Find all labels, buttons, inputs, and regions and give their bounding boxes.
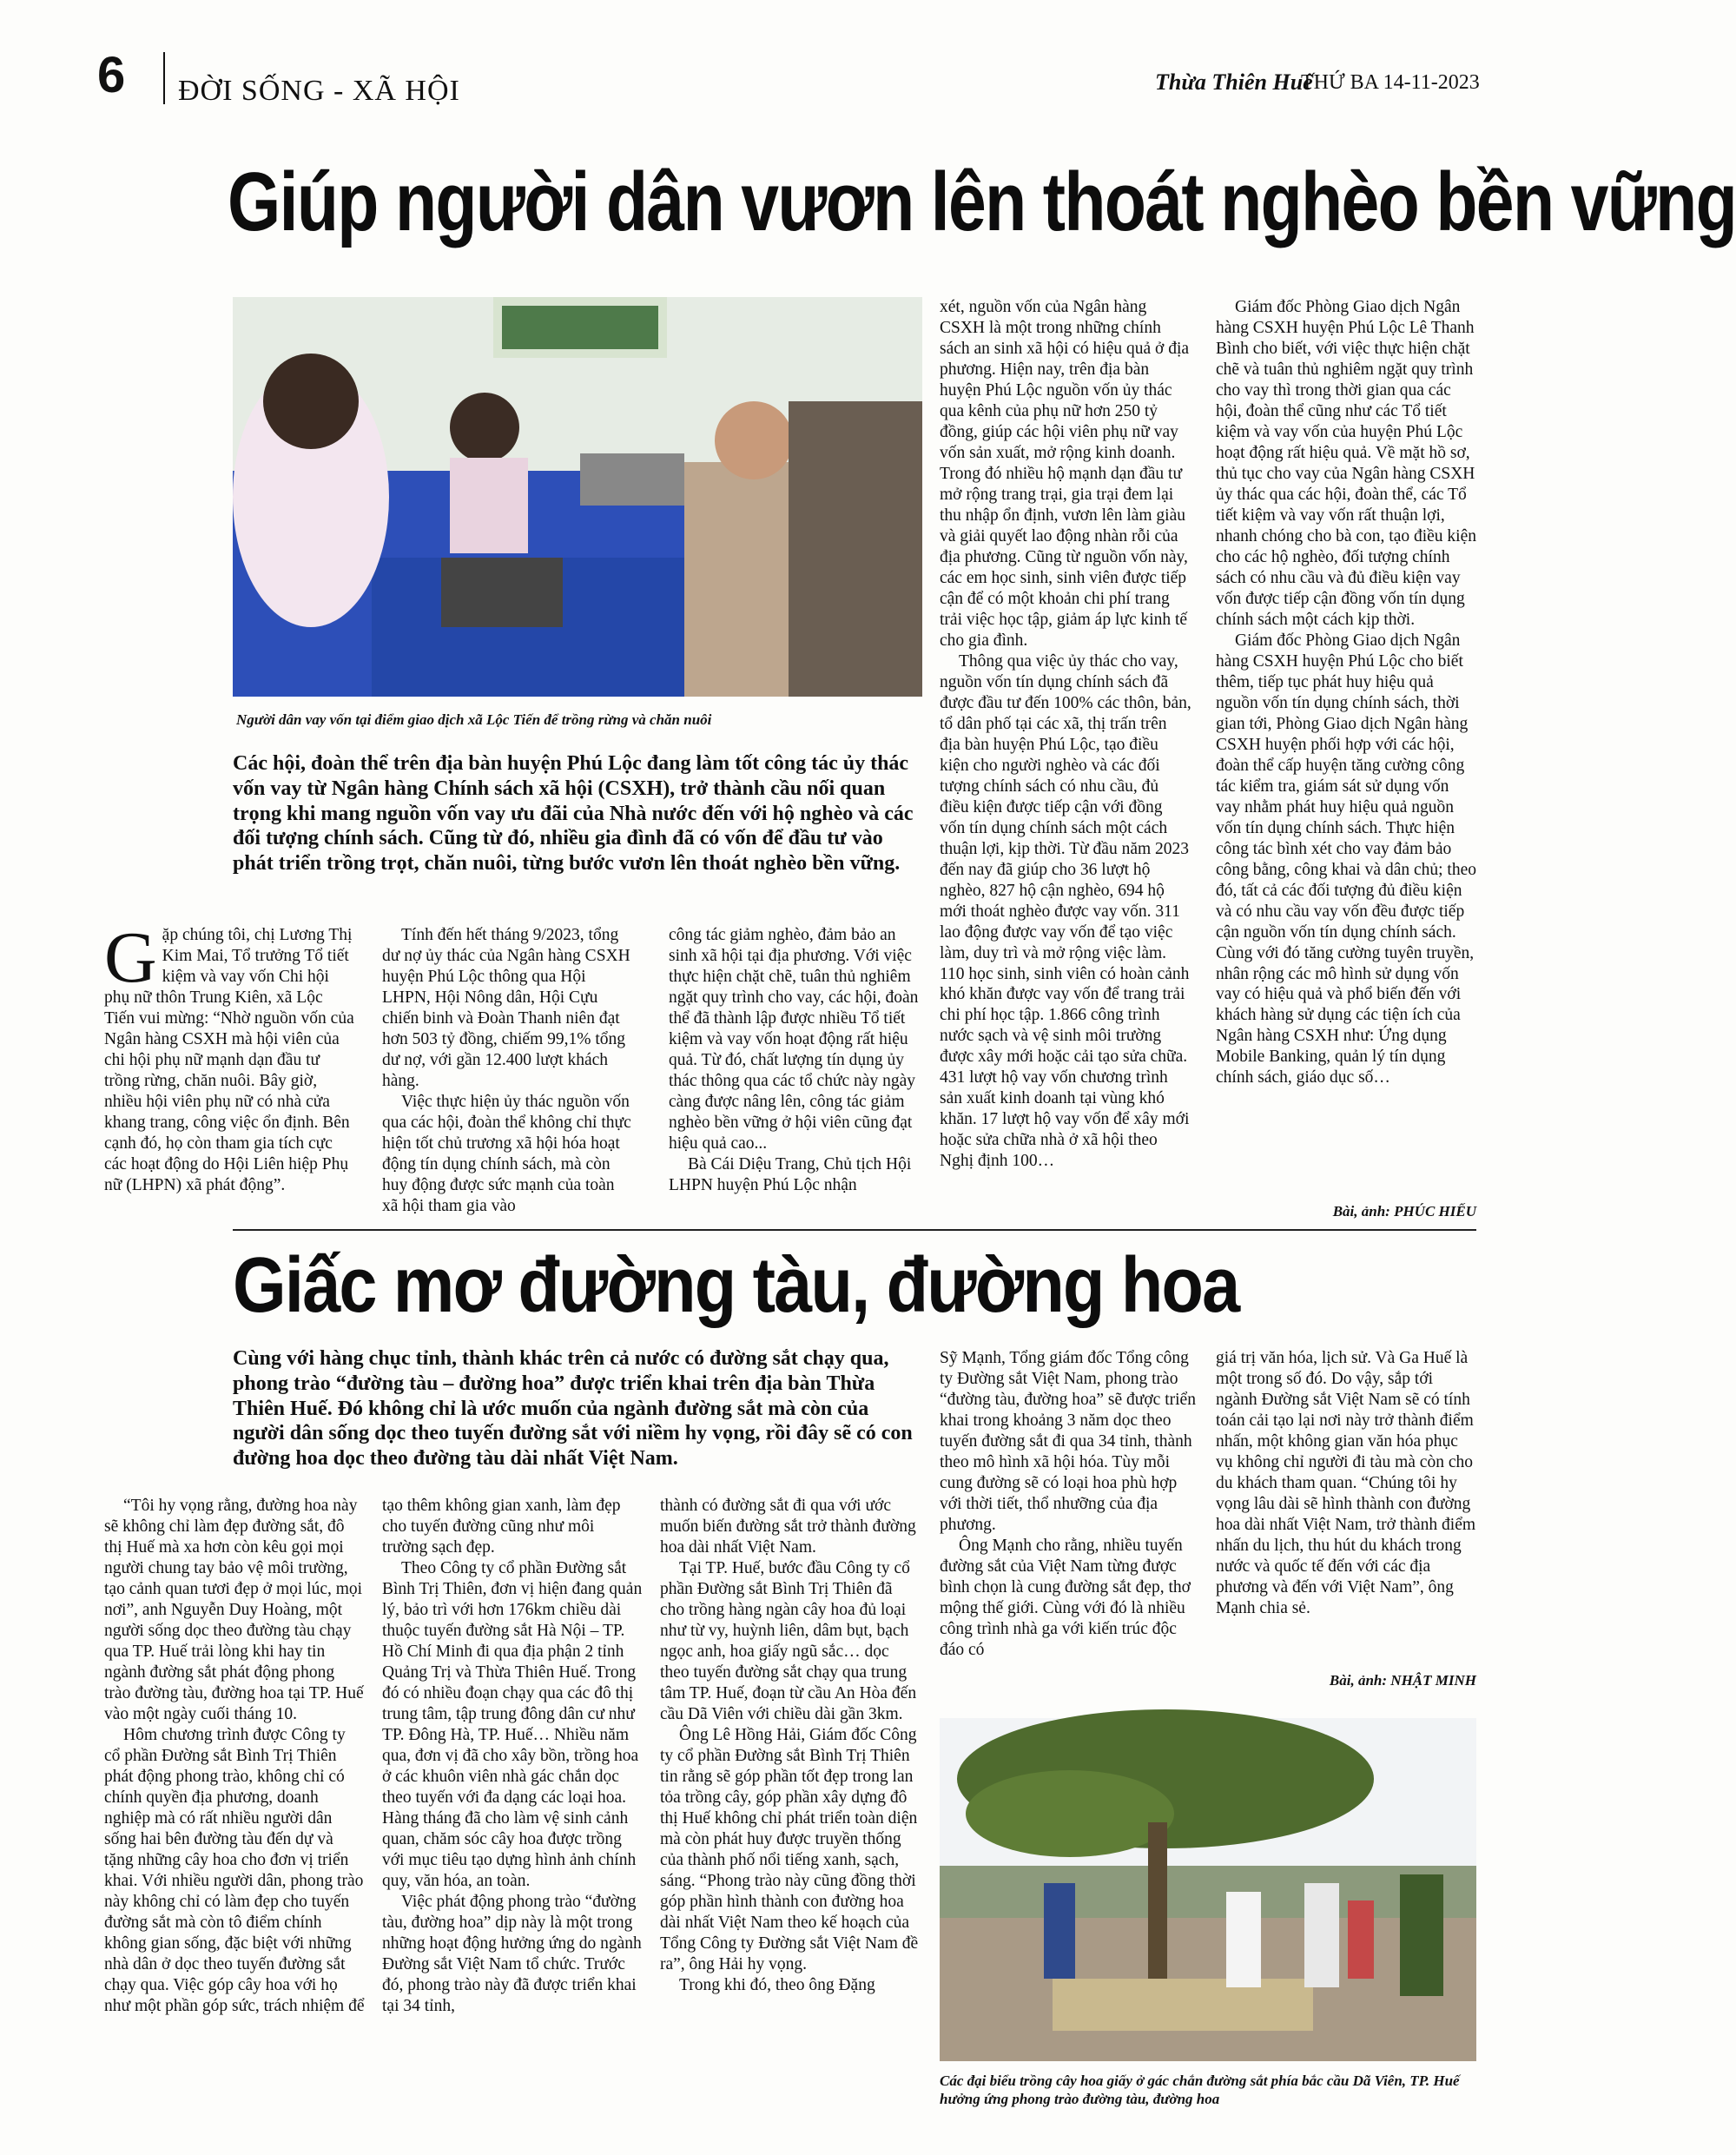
paragraph: công tác giảm nghèo, đảm bảo an sinh xã hội tại địa phương. Với việc thực hiện chặt chẽ, tuân thủ nghiêm ngặt quy trình cho vay, các hội, đoàn thể đã thành lập được nhiều Tổ tiết kiệm và vay vốn hoạt động rất hiệu quả. Từ đó, chất lượng tín dụng ủy thác thông qua các tổ chức này ngày càng được nâng lên, công tác giảm nghèo bền vững ở hội viên cũng đạt hiệu quả cao... bbox=[669, 926, 919, 1153]
paragraph: Tại TP. Huế, bước đầu Công ty cổ phần Đường sắt Bình Trị Thiên đã cho trồng hàng ngàn cây hoa đủ loại như từ vy, huỳnh liên, dâm bụt, bạch ngọc anh, hoa giấy ngũ sắc… dọc theo tuyến đường sắt chạy qua trung tâm TP. Huế, đoạn từ cầu An Hòa đến cầu Dã Viên với chiều dài gần 3km. bbox=[660, 1558, 917, 1723]
paragraph: Việc phát động phong trào “đường tàu, đường hoa” dịp này là một trong những hoạt động hưởng ứng do ngành Đường sắt Việt Nam tổ chức. Trước đó, phong trào này đã được triển khai tại 34 tỉnh, bbox=[382, 1892, 642, 2015]
page-number: 6 bbox=[97, 47, 126, 103]
article1-byline: Bài, ảnh: PHÚC HIẾU bbox=[1332, 1203, 1476, 1220]
paragraph: “Tôi hy vọng rằng, đường hoa này sẽ không chỉ làm đẹp đường sắt, đô thị Huế mà xa hơn còn kêu gọi mọi người chung tay bảo vệ môi trường, tạo cảnh quan tươi đẹp ở mọi lúc, mọi nơi”, anh Nguyễn Duy Hoàng, một người sống dọc theo đường tàu chạy qua TP. Huế trải lòng khi hay tin ngành đường sắt phát động phong trào đường tàu, đường hoa tại TP. Huế vào một ngày cuối tháng 10. bbox=[104, 1497, 364, 1723]
paragraph: thành có đường sắt đi qua với ước muốn biến đường sắt trở thành đường hoa dài nhất Việt Nam. bbox=[660, 1497, 916, 1557]
article2-column-5 bbox=[1216, 1348, 1476, 1619]
article1-column-4 bbox=[940, 297, 1191, 1172]
newspaper-brand: Thừa Thiên Huế bbox=[1155, 69, 1313, 95]
article2-photo-caption: Các đại biểu trồng cây hoa giấy ở gác chắn đường sắt phía bắc cầu Dã Viên, TP. Huế hưởng ứng phong trào đường tàu, đường hoa bbox=[940, 2072, 1460, 2108]
article1-col1-text: ặp chúng tôi, chị Lương Thị Kim Mai, Tổ trưởng Tổ tiết kiệm và vay vốn Chi hội phụ nữ thôn Trung Kiên, xã Lộc Tiến vui mừng: “Nhờ nguồn vốn của Ngân hàng CSXH mà hội viên của chi hội phụ nữ mạnh dạn đầu tư trồng rừng, chăn nuôi. Bây giờ, nhiều hội viên phụ nữ có nhà cửa khang trang, công việc ổn định. Bên cạnh đó, họ còn tham gia tích cực các hoạt động do Hội Liên hiệp Phụ nữ (LHPN) xã phát động”. bbox=[104, 926, 354, 1194]
article2-column-2 bbox=[382, 1496, 643, 2017]
article2-column-1 bbox=[104, 1496, 365, 2017]
paragraph: tạo thêm không gian xanh, làm đẹp cho tuyến đường cũng như môi trường sạch đẹp. bbox=[382, 1497, 621, 1557]
article2-lead: Cùng với hàng chục tỉnh, thành khác trên cả nước có đường sắt chạy qua, phong trào “đường tàu – đường hoa” được triển khai trên địa bàn Thừa Thiên Huế. Đó không chỉ là ước muốn của ngành đường sắt mà còn của người dân sống dọc theo tuyến đường sắt với niềm hy vọng, rồi đây sẽ có con đường hoa dọc theo đường tàu dài nhất Việt Nam. bbox=[233, 1347, 913, 1471]
article1-dropcap: G bbox=[104, 917, 157, 998]
bank-transaction-illustration bbox=[233, 297, 922, 697]
paragraph: Ông Mạnh cho rằng, nhiều tuyến đường sắt của Việt Nam từng được bình chọn là cung đường sắt đẹp, thơ mộng thế giới. Cùng với đó là nhiều công trình nhà ga với kiến trúc độc đáo có bbox=[940, 1536, 1191, 1659]
article1-column-5 bbox=[1216, 297, 1476, 1088]
paragraph: Trong khi đó, theo ông Đặng bbox=[679, 1975, 875, 1994]
article2-photo bbox=[940, 1718, 1476, 2061]
article1-column-2 bbox=[382, 925, 634, 1217]
paragraph: Giám đốc Phòng Giao dịch Ngân hàng CSXH huyện Phú Lộc cho biết thêm, tiếp tục phát huy hiệu quả nguồn vốn tín dụng chính sách, thời gian tới, Phòng Giao dịch Ngân hàng CSXH huyện phối hợp với các hội, đoàn thể cấp huyện tăng cường công tác kiểm tra, giám sát sử dụng vốn vay nhằm phát huy hiệu quả nguồn vốn tín dụng chính sách. Thực hiện công tác bình xét cho vay đảm bảo công bằng, công khai và dân chủ; theo đó, tất cả các đối tượng đủ điều kiện và có nhu cầu vay vốn đều được tiếp cận nguồn vốn tín dụng chính sách. Cùng với đó tăng cường tuyên truyền, nhân rộng các mô hình sử dụng vốn vay có hiệu quả và phổ biến đến với khách hàng sử dụng các tiện ích của Ngân hàng CSXH như: Ứng dụng Mobile Banking, quản lý tín dụng chính sách, giáo dục số… bbox=[1216, 631, 1476, 1087]
article-divider bbox=[233, 1229, 1476, 1231]
paragraph: giá trị văn hóa, lịch sử. Và Ga Huế là một trong số đó. Do vậy, sắp tới ngành Đường sắt Việt Nam sẽ có tính toán cải tạo lại nơi này trở thành điểm nhấn, một không gian văn hóa phục vụ không chỉ người đi tàu mà còn cho du khách tham quan. “Chúng tôi hy vọng lâu dài sẽ hình thành con đường hoa dài nhất Việt Nam, trở thành điểm nhấn du lịch, thu hút du khách trong nước và quốc tế đến với các địa phương và đến với Việt Nam”, ông Mạnh chia sẻ. bbox=[1216, 1349, 1476, 1617]
article1-column-3 bbox=[669, 925, 922, 1196]
paragraph: Giám đốc Phòng Giao dịch Ngân hàng CSXH huyện Phú Lộc Lê Thanh Bình cho biết, với việc thực hiện chặt chẽ và tuân thủ nghiêm ngặt quy trình cho vay thì trong thời gian qua các hội, đoàn thể cũng như các Tổ tiết kiệm và vay vốn của huyện Phú Lộc hoạt động rất hiệu quả. Về mặt hồ sơ, thủ tục cho vay của Ngân hàng CSXH ủy thác qua các hội, đoàn thể, các Tổ tiết kiệm và vay vốn rất thuận lợi, nhanh chóng cho bà con, tạo điều kiện cho các hộ nghèo, đối tượng chính sách có nhu cầu và đủ điều kiện vay vốn được tiếp cận đồng vốn tín dụng chính sách một cách kịp thời. bbox=[1216, 298, 1476, 629]
article2-headline: Giấc mơ đường tàu, đường hoa bbox=[233, 1242, 1239, 1329]
paragraph: Sỹ Mạnh, Tổng giám đốc Tổng công ty Đường sắt Việt Nam, phong trào “đường tàu, đường hoa” sẽ được triển khai trong khoảng 3 năm dọc theo tuyến đường sắt đi qua 34 tỉnh, thành theo mô hình xã hội hóa. Tùy mỗi cung đường sẽ có loại hoa phù hợp với thời tiết, thổ nhưỡng của địa phương. bbox=[940, 1349, 1196, 1534]
paragraph: Ông Lê Hồng Hải, Giám đốc Công ty cổ phần Đường sắt Bình Trị Thiên tin rằng sẽ góp phần tốt đẹp trong lan tỏa trồng cây, góp phần xây dựng đô thị Huế không chỉ phát triển toàn diện mà còn phát huy được truyền thống của thành phố nổi tiếng xanh, sạch, sáng. “Phong trào này cũng đồng thời góp phần hình thành con đường hoa dài nhất Việt Nam theo kế hoạch của Tổng Công ty Đường sắt Việt Nam đề ra”, ông Hải hy vọng. bbox=[660, 1725, 919, 1973]
article2-byline: Bài, ảnh: NHẬT MINH bbox=[1329, 1672, 1476, 1689]
paragraph: Hôm chương trình được Công ty cổ phần Đường sắt Bình Trị Thiên phát động phong trào, không chỉ có chính quyền địa phương, doanh nghiệp mà có rất nhiều người dân sống hai bên đường tàu đến dự và tặng những cây hoa cho đơn vị triển khai. Với nhiều người dân, phong trào này không chỉ có làm đẹp cho tuyến đường sắt mà còn tô điểm chính không gian sống, đặc biệt với những nhà dân ở dọc theo tuyến đường sắt chạy qua. Việc góp cây hoa với họ như một phần góp sức, trách nhiệm để bbox=[104, 1725, 365, 2015]
header-divider bbox=[163, 52, 165, 104]
section-name: ĐỜI SỐNG - XÃ HỘI bbox=[178, 75, 460, 107]
article1-headline: Giúp người dân vươn lên thoát nghèo bền vững bbox=[228, 155, 1736, 248]
tree-planting-illustration bbox=[940, 1718, 1476, 2061]
paragraph: Bà Cái Diệu Trang, Chủ tịch Hội LHPN huyện Phú Lộc nhận bbox=[669, 1154, 912, 1194]
article1-column-1 bbox=[104, 917, 356, 1196]
paragraph: Việc thực hiện ủy thác nguồn vốn qua các hội, đoàn thể không chỉ thực hiện tốt chủ trương xã hội hóa hoạt động tín dụng chính sách, mà còn huy động được sức mạnh của toàn xã hội tham gia vào bbox=[382, 1092, 631, 1215]
paragraph: Tính đến hết tháng 9/2023, tổng dư nợ ủy thác của Ngân hàng CSXH huyện Phú Lộc thông qua Hội LHPN, Hội Nông dân, Hội Cựu chiến binh và Đoàn Thanh niên đạt hơn 503 tỷ đồng, chiếm 99,1% tổng dư nợ, với gần 12.400 lượt khách hàng. bbox=[382, 926, 630, 1090]
article1-photo bbox=[233, 297, 922, 697]
article2-column-3 bbox=[660, 1496, 921, 1996]
article1-lead: Các hội, đoàn thể trên địa bàn huyện Phú Lộc đang làm tốt công tác ủy thác vốn vay từ Ngân hàng Chính sách xã hội (CSXH), trở thành cầu nối quan trọng khi mang nguồn vốn vay ưu đãi của Nhà nước đến với hộ nghèo và các đối tượng chính sách. Cũng từ đó, nhiều gia đình đã có vốn để đầu tư vào phát triển trồng trọt, chăn nuôi, từng bước vươn lên thoát nghèo bền vững. bbox=[233, 752, 914, 876]
issue-date: THỨ BA 14-11-2023 bbox=[1301, 71, 1480, 94]
paragraph: Theo Công ty cổ phần Đường sắt Bình Trị Thiên, đơn vị hiện đang quản lý, bảo trì với hơn 176km chiều dài thuộc tuyến đường sắt Hà Nội – TP. Hồ Chí Minh đi qua địa phận 2 tỉnh Quảng Trị và Thừa Thiên Huế. Trong đó có nhiều đoạn chạy qua các đô thị trung tâm, tập trung đông dân cư như TP. Đông Hà, TP. Huế… Nhiều năm qua, đơn vị đã cho xây bồn, trồng hoa ở các khuôn viên nhà gác chắn dọc theo tuyến với đa dạng các loại hoa. Hàng tháng đã cho làm vệ sinh cảnh quan, chăm sóc cây hoa được trồng với mục tiêu tạo dựng hình ảnh chính quy, văn hóa, an toàn. bbox=[382, 1558, 643, 1890]
article1-photo-caption: Người dân vay vốn tại điểm giao dịch xã Lộc Tiến để trồng rừng và chăn nuôi bbox=[236, 711, 712, 728]
article2-column-4 bbox=[940, 1348, 1200, 1661]
paragraph: xét, nguồn vốn của Ngân hàng CSXH là một trong những chính sách an sinh xã hội có hiệu quả ở địa phương. Hiện nay, trên địa bàn huyện Phú Lộc nguồn vốn ủy thác qua kênh của phụ nữ hơn 250 tỷ đồng, giúp các hội viên phụ nữ vay vốn sản xuất, mở rộng kinh doanh. Trong đó nhiều hộ mạnh dạn đầu tư mở rộng trang trại, gia trại đem lại thu nhập ổn định, vươn lên làm giàu và giải quyết lao động nhàn rỗi của địa phương. Cũng từ nguồn vốn này, các em học sinh, sinh viên được tiếp cận để có một khoản chi phí trang trải việc học tập, giảm áp lực kinh tế cho gia đình. bbox=[940, 298, 1190, 650]
paragraph: Thông qua việc ủy thác cho vay, nguồn vốn tín dụng chính sách đã được đầu tư đến 100% các thôn, bản, tổ dân phố tại các xã, thị trấn trên địa bàn huyện Phú Lộc, tạo điều kiện cho người nghèo và các đối tượng chính sách có nhu cầu, đủ điều kiện được tiếp cận với đồng vốn tín dụng chính sách một cách thuận lợi, kịp thời. Từ đầu năm 2023 đến nay đã giúp cho 36 lượt hộ nghèo, 827 hộ cận nghèo, 694 hộ mới thoát nghèo được vay vốn. 311 lao động được vay vốn để tạo việc làm, duy trì và mở rộng việc làm. 110 học sinh, sinh viên có hoàn cảnh khó khăn được vay vốn để trang trải chi phí học tập. 1.866 công trình nước sạch và vệ sinh môi trường được xây mới hoặc cải tạo sửa chữa. 431 lượt hộ vay vốn chương trình sản xuất kinh doanh tại vùng khó khăn. 17 lượt hộ vay vốn để xây mới hoặc sửa chữa nhà ở xã hội theo Nghị định 100… bbox=[940, 651, 1191, 1171]
